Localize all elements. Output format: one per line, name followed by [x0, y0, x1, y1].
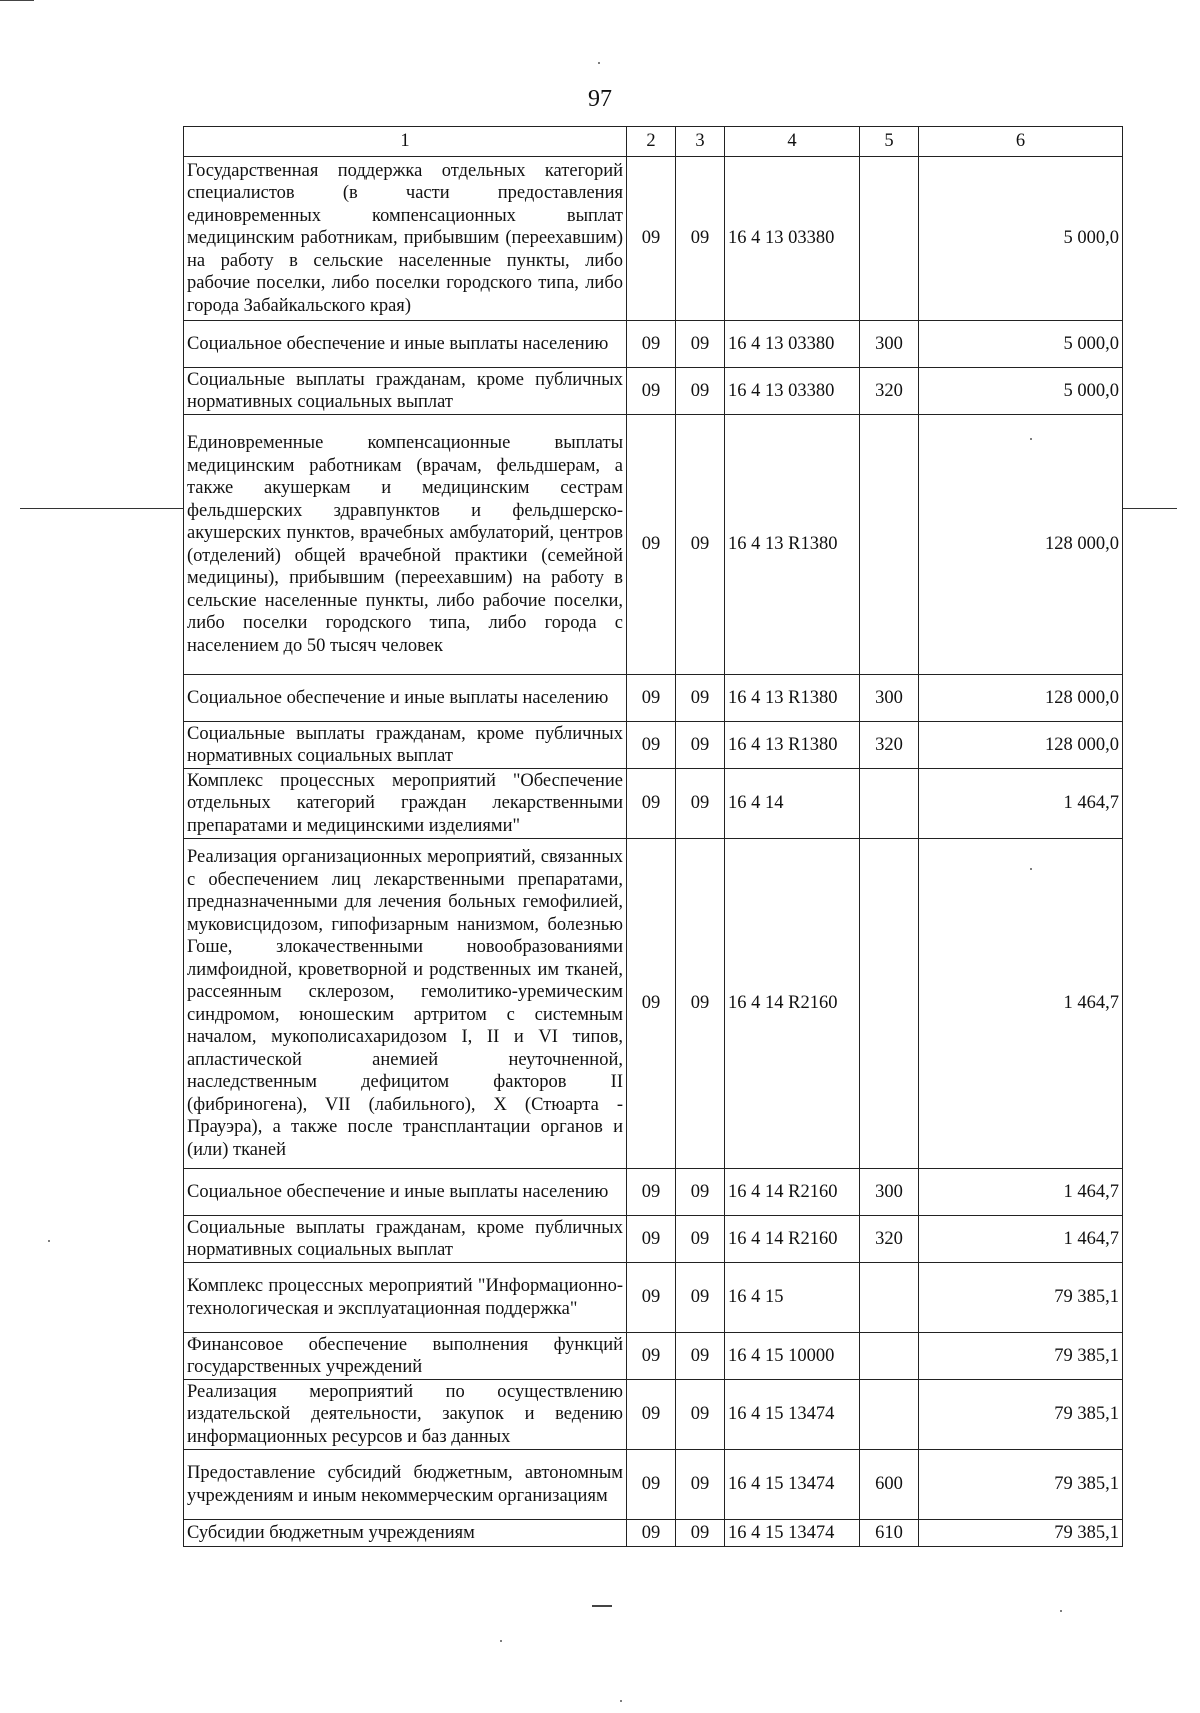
row-expense-type: 320 [860, 722, 919, 769]
row-subsection: 09 [676, 675, 725, 722]
row-expense-type [860, 157, 919, 321]
row-target: 16 4 15 13474 [725, 1520, 860, 1547]
row-target: 16 4 15 13474 [725, 1450, 860, 1520]
row-section: 09 [627, 1216, 676, 1263]
table-row [184, 415, 1123, 675]
row-amount: 79 385,1 [919, 1380, 1123, 1450]
table-row [184, 1216, 1123, 1263]
row-amount: 1 464,7 [919, 769, 1123, 839]
scan-speck [598, 62, 600, 64]
row-target: 16 4 15 10000 [725, 1333, 860, 1380]
row-expense-type [860, 415, 919, 675]
row-section: 09 [627, 1520, 676, 1547]
row-section: 09 [627, 839, 676, 1169]
row-section: 09 [627, 368, 676, 415]
row-description: Предоставление субсидий бюджетным, автономным учреждениям и иным некоммерческим организациям [184, 1450, 627, 1520]
row-target: 16 4 14 R2160 [725, 1169, 860, 1216]
scan-artifact-line-right [1122, 508, 1177, 509]
row-subsection: 09 [676, 1333, 725, 1380]
row-section: 09 [627, 722, 676, 769]
table-row [184, 675, 1123, 722]
row-amount: 5 000,0 [919, 157, 1123, 321]
row-target: 16 4 13 R1380 [725, 675, 860, 722]
table-row [184, 1169, 1123, 1216]
row-section: 09 [627, 1169, 676, 1216]
row-expense-type: 300 [860, 321, 919, 368]
row-section: 09 [627, 1263, 676, 1333]
row-section: 09 [627, 675, 676, 722]
row-target: 16 4 13 R1380 [725, 415, 860, 675]
row-section: 09 [627, 769, 676, 839]
row-section: 09 [627, 1450, 676, 1520]
table-row [184, 769, 1123, 839]
row-expense-type: 600 [860, 1450, 919, 1520]
row-subsection: 09 [676, 321, 725, 368]
table-row [184, 368, 1123, 415]
row-description: Комплекс процессных мероприятий "Обеспечение отдельных категорий граждан лекарственными препаратами и медицинскими изделиями" [184, 769, 627, 839]
row-target: 16 4 13 03380 [725, 368, 860, 415]
row-section: 09 [627, 1380, 676, 1450]
row-amount: 1 464,7 [919, 1216, 1123, 1263]
row-target: 16 4 14 R2160 [725, 1216, 860, 1263]
row-section: 09 [627, 157, 676, 321]
row-expense-type: 300 [860, 675, 919, 722]
row-description: Реализация организационных мероприятий, связанных с обеспечением лиц лекарственными препаратами, предназначенными для лечения больных гемофилией, муковисцидозом, гипофизарным нанизмом, болезнью Гоше, злокачественными новообразованиями лимфоидной, кроветворной и родственных им тканей, рассеянным склерозом, гемолитико-уремическим синдромом, юношеским артритом с системным началом, мукополисахаридозом I, II и VI типов, апластической анемией неуточненной, наследственным дефицитом факторов II (фибриногена), VII (лабильного), X (Стюарта - Прауэра), а также после трансплантации органов и (или) тканей [184, 839, 627, 1169]
row-amount: 79 385,1 [919, 1520, 1123, 1547]
scan-speck [1030, 868, 1032, 870]
scan-speck [48, 1240, 50, 1242]
row-target: 16 4 13 R1380 [725, 722, 860, 769]
row-subsection: 09 [676, 157, 725, 321]
row-target: 16 4 15 13474 [725, 1380, 860, 1450]
row-target: 16 4 14 [725, 769, 860, 839]
row-subsection: 09 [676, 1380, 725, 1450]
row-amount: 5 000,0 [919, 321, 1123, 368]
row-subsection: 09 [676, 769, 725, 839]
row-description: Государственная поддержка отдельных категорий специалистов (в части предоставления единовременных компенсационных выплат медицинским работникам, прибывшим (переехавшим) на работу в сельские населенные пункты, либо рабочие поселки, либо поселки городского типа, либо города Забайкальского края) [184, 157, 627, 321]
row-subsection: 09 [676, 1169, 725, 1216]
row-amount: 1 464,7 [919, 1169, 1123, 1216]
row-expense-type [860, 1263, 919, 1333]
table-row [184, 321, 1123, 368]
row-subsection: 09 [676, 368, 725, 415]
row-amount: 5 000,0 [919, 368, 1123, 415]
row-amount: 128 000,0 [919, 722, 1123, 769]
table-row [184, 1450, 1123, 1520]
row-description: Социальное обеспечение и иные выплаты населению [184, 1169, 627, 1216]
row-subsection: 09 [676, 1216, 725, 1263]
row-subsection: 09 [676, 1263, 725, 1333]
row-subsection: 09 [676, 839, 725, 1169]
column-header-section: 2 [627, 127, 676, 157]
row-description: Единовременные компенсационные выплаты медицинским работникам (врачам, фельдшерам, а также акушеркам и медицинским сестрам фельдшерских здравпунктов и фельдшерско-акушерских пунктов, врачебных амбулаторий, центров (отделений) общей врачебной практики (семейной медицины), прибывшим (переехавшим) на работу в сельские населенные пункты, либо рабочие поселки, либо поселки городского типа, либо города с населением до 50 тысяч человек [184, 415, 627, 675]
column-header-subsection: 3 [676, 127, 725, 157]
row-expense-type: 610 [860, 1520, 919, 1547]
row-subsection: 09 [676, 1520, 725, 1547]
scan-artifact-line-left [20, 508, 183, 509]
row-description: Социальное обеспечение и иные выплаты населению [184, 675, 627, 722]
scan-speck [500, 1640, 502, 1642]
row-description: Реализация мероприятий по осуществлению издательской деятельности, закупок и ведению информационных ресурсов и баз данных [184, 1380, 627, 1450]
scan-edge-mark [0, 0, 34, 1]
row-expense-type: 320 [860, 368, 919, 415]
row-description: Социальные выплаты гражданам, кроме публичных нормативных социальных выплат [184, 722, 627, 769]
row-description: Комплекс процессных мероприятий "Информационно-технологическая и эксплуатационная поддержка" [184, 1263, 627, 1333]
row-amount: 79 385,1 [919, 1450, 1123, 1520]
row-description: Финансовое обеспечение выполнения функций государственных учреждений [184, 1333, 627, 1380]
row-amount: 1 464,7 [919, 839, 1123, 1169]
row-section: 09 [627, 415, 676, 675]
table-row [184, 1380, 1123, 1450]
column-header-expense-type: 5 [860, 127, 919, 157]
row-amount: 79 385,1 [919, 1333, 1123, 1380]
row-expense-type [860, 839, 919, 1169]
row-description: Социальные выплаты гражданам, кроме публичных нормативных социальных выплат [184, 1216, 627, 1263]
scan-speck [1030, 438, 1032, 440]
row-expense-type [860, 769, 919, 839]
row-expense-type: 320 [860, 1216, 919, 1263]
row-description: Субсидии бюджетным учреждениям [184, 1520, 627, 1547]
row-section: 09 [627, 321, 676, 368]
row-expense-type [860, 1333, 919, 1380]
scan-speck [620, 1700, 622, 1702]
row-target: 16 4 14 R2160 [725, 839, 860, 1169]
row-description: Социальные выплаты гражданам, кроме публичных нормативных социальных выплат [184, 368, 627, 415]
table-row [184, 157, 1123, 321]
row-amount: 128 000,0 [919, 675, 1123, 722]
column-header-amount: 6 [919, 127, 1123, 157]
table-row [184, 839, 1123, 1169]
row-subsection: 09 [676, 1450, 725, 1520]
row-description: Социальное обеспечение и иные выплаты населению [184, 321, 627, 368]
table-header-row [184, 127, 1123, 157]
row-expense-type [860, 1380, 919, 1450]
row-target: 16 4 13 03380 [725, 157, 860, 321]
page-number: 97 [588, 86, 612, 112]
row-target: 16 4 15 [725, 1263, 860, 1333]
budget-table [183, 126, 1123, 1547]
table-row [184, 1333, 1123, 1380]
table-row [184, 1263, 1123, 1333]
row-expense-type: 300 [860, 1169, 919, 1216]
column-header-description: 1 [184, 127, 627, 157]
row-subsection: 09 [676, 415, 725, 675]
column-header-target: 4 [725, 127, 860, 157]
table-row [184, 1520, 1123, 1547]
row-subsection: 09 [676, 722, 725, 769]
scan-speck [1060, 1610, 1062, 1612]
row-section: 09 [627, 1333, 676, 1380]
row-amount: 128 000,0 [919, 415, 1123, 675]
scan-artifact-dash [592, 1605, 612, 1607]
row-amount: 79 385,1 [919, 1263, 1123, 1333]
table-row [184, 722, 1123, 769]
row-target: 16 4 13 03380 [725, 321, 860, 368]
